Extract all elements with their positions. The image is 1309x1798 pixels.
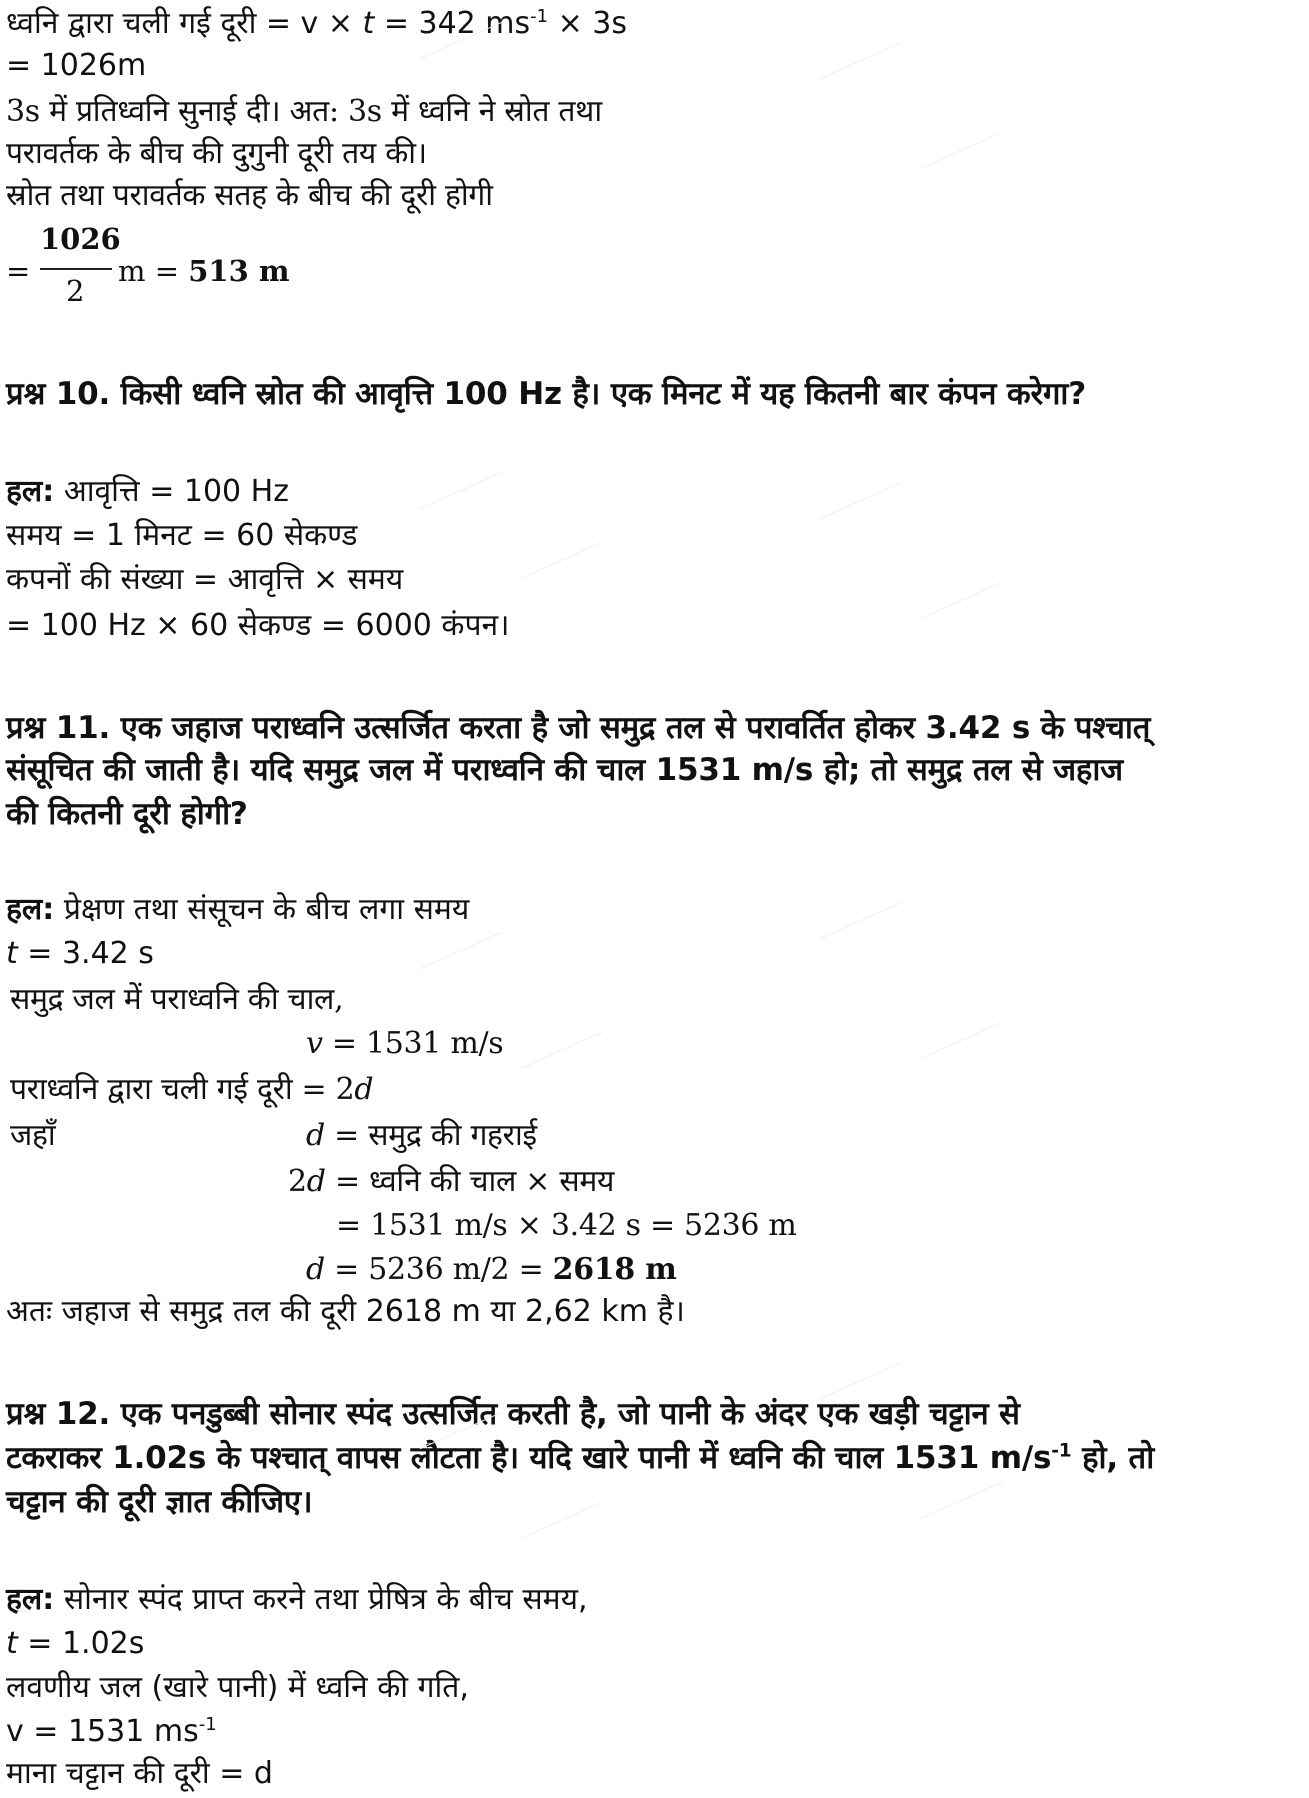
watermark-mark <box>520 1502 603 1540</box>
q11-solution-line-1 <box>6 890 469 930</box>
q11-speed-value <box>306 1024 503 1064</box>
q11-conclusion: अतः जहाज से समुद्र तल की दूरी 2618 m या 2,62 km है। <box>6 1294 685 1329</box>
text: d <box>306 1118 325 1153</box>
text: सोनार स्पंद प्राप्त करने तथा प्रेषित्र के बीच समय, <box>54 1582 588 1617</box>
watermark-mark <box>420 932 503 970</box>
equals-sign: = <box>6 254 31 288</box>
text: 2 <box>288 1164 307 1199</box>
watermark-mark <box>920 132 1003 170</box>
q12-solution-line-2 <box>6 1624 144 1664</box>
q10-solution-line-4: = 100 Hz × 60 सेकण्ड = 6000 कंपन। <box>6 608 510 643</box>
text: = 1531 m/s <box>322 1026 504 1061</box>
q10-solution-line-1 <box>6 472 289 512</box>
watermark-mark <box>920 1482 1003 1520</box>
q11-speed-label: समुद्र जल में पराध्वनि की चाल, <box>10 982 344 1017</box>
text: 513 m <box>188 254 290 288</box>
watermark-mark <box>820 42 903 80</box>
question-12-line-2 <box>6 1436 1154 1480</box>
q11-equation-1 <box>288 1162 614 1202</box>
question-10: प्रश्न 10. किसी ध्वनि स्रोत की आवृत्ति 100 Hz है। एक मिनट में यह कितनी बार कंपन करेगा? <box>6 376 1087 412</box>
q12-solution-line-1 <box>6 1580 588 1620</box>
text: = 5236 m/2 = <box>324 1252 553 1287</box>
watermark-mark <box>420 472 503 510</box>
question-12-line-1: प्रश्न 12. एक पनडुब्बी सोनार स्पंद उत्सर्जित करती है, जो पानी के अंदर एक खड़ी चट्टान से <box>6 1396 1020 1432</box>
q11-equation-3 <box>306 1250 677 1290</box>
question-11-line-3: की कितनी दूरी होगी? <box>6 796 248 832</box>
q10-solution-line-2: समय = 1 मिनट = 60 सेकण्ड <box>6 518 358 553</box>
q12-solution-line-3: लवणीय जल (खारे पानी) में ध्वनि की गति, <box>6 1670 469 1705</box>
q11-depth-definition <box>306 1116 537 1156</box>
text: v <box>306 1026 323 1061</box>
solution-label: हल: <box>6 474 55 509</box>
text: d <box>306 1252 325 1287</box>
watermark-mark <box>520 1032 603 1070</box>
text: v = 1531 ms <box>6 1714 199 1749</box>
reflector-line: परावर्तक के बीच की दुगुनी दूरी तय की। <box>6 136 427 171</box>
text: = समुद्र की गहराई <box>324 1118 537 1153</box>
q12-solution-line-4 <box>6 1712 217 1752</box>
echo-line: 3s में प्रतिध्वनि सुनाई दी। अत: 3s में ध्वनि ने स्रोत तथा <box>6 94 602 129</box>
text: टकराकर 1.02s के पश्चात् वापस लौटता है। यदि खारे पानी में ध्वनि की चाल 1531 m/s <box>6 1440 1052 1476</box>
fraction-result-text <box>118 254 290 288</box>
text: = ध्वनि की चाल × समय <box>325 1164 615 1199</box>
text: ध्वनि द्वारा चली गई दूरी = v × <box>6 6 363 41</box>
fraction-numerator: 1026 <box>40 222 121 256</box>
superscript: -1 <box>1051 1440 1072 1462</box>
text: t <box>6 936 18 971</box>
text: हो, तो <box>1071 1440 1155 1476</box>
text: d <box>306 1164 326 1199</box>
text: 2618 m <box>552 1252 677 1287</box>
superscript: -1 <box>198 1714 217 1735</box>
result-line: = 1026m <box>6 48 147 83</box>
text: m = <box>118 254 189 288</box>
q11-distance-label <box>10 1070 373 1110</box>
text: × 3s <box>548 6 628 41</box>
solution-label: हल: <box>6 892 55 927</box>
watermark-mark <box>820 482 903 520</box>
text: = 1.02s <box>17 1626 145 1661</box>
question-11-line-1: प्रश्न 11. एक जहाज पराध्वनि उत्सर्जित करता है जो समुद्र तल से परावर्तित होकर 3.42 s के पश्चात् <box>6 710 1151 746</box>
text: आवृत्ति = 100 Hz <box>54 474 289 509</box>
q12-solution-line-5: माना चट्टान की दूरी = d <box>6 1756 273 1791</box>
q11-where-label: जहाँ <box>10 1118 56 1153</box>
text: पराध्वनि द्वारा चली गई दूरी = 2 <box>10 1072 355 1107</box>
q11-equation-2: = 1531 m/s × 3.42 s = 5236 m <box>336 1208 797 1243</box>
distance-line <box>6 4 627 44</box>
superscript: -1 <box>530 6 549 27</box>
text: t <box>6 1626 18 1661</box>
watermark-mark <box>520 542 603 580</box>
solution-label: हल: <box>6 1582 55 1617</box>
question-12-line-3: चट्टान की दूरी ज्ञात कीजिए। <box>6 1484 313 1520</box>
watermark-mark <box>920 582 1003 620</box>
fraction-result <box>6 222 326 314</box>
text: d <box>354 1072 374 1107</box>
fraction-denominator: 2 <box>66 274 85 308</box>
text: प्रेक्षण तथा संसूचन के बीच लगा समय <box>54 892 470 927</box>
watermark-mark <box>920 1022 1003 1060</box>
text: = 342 ms <box>374 6 531 41</box>
question-11-line-2: संसूचित की जाती है। यदि समुद्र जल में पराध्वनि की चाल 1531 m/s हो; तो समुद्र तल से जहाज <box>6 752 1123 788</box>
fraction-bar <box>40 268 112 270</box>
text: t <box>362 6 375 41</box>
watermark-mark <box>820 902 903 940</box>
q11-solution-line-2 <box>6 934 154 974</box>
text: = 3.42 s <box>17 936 154 971</box>
distance-intro-line: स्रोत तथा परावर्तक सतह के बीच की दूरी होगी <box>6 178 493 213</box>
q10-solution-line-3: कपनों की संख्या = आवृत्ति × समय <box>6 562 404 597</box>
